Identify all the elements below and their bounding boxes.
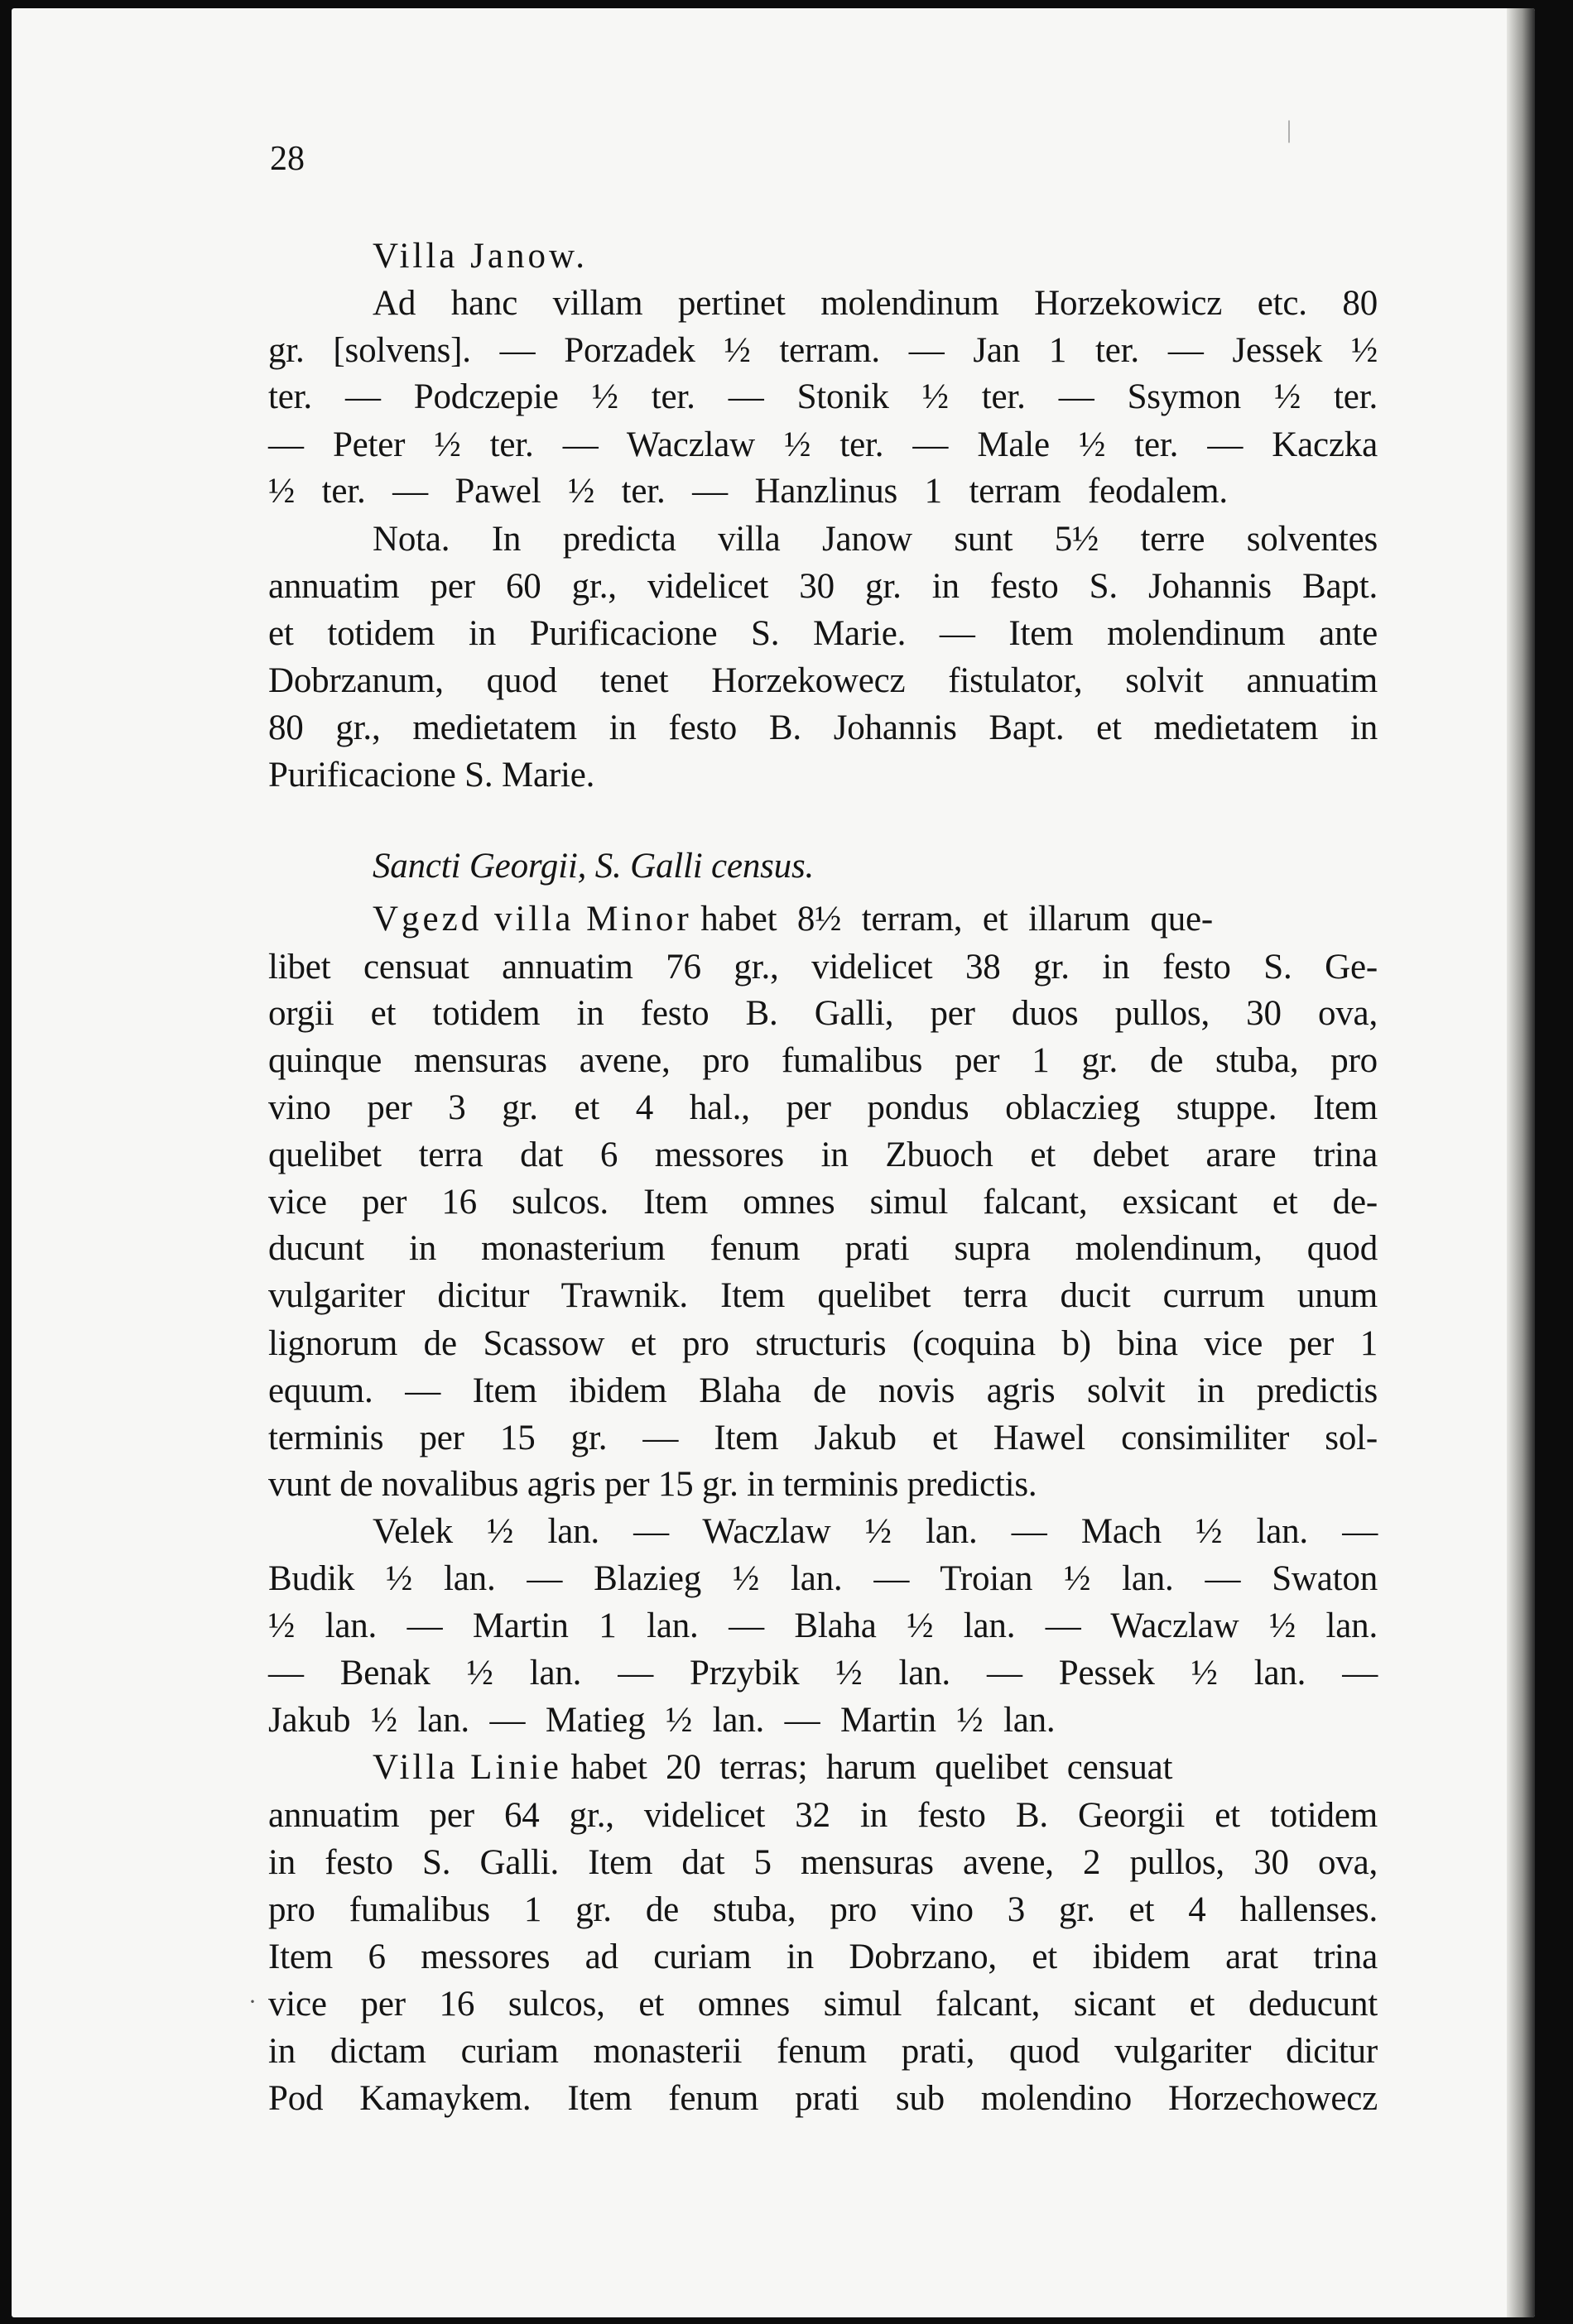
text-fragment: habet 8½ terram, et illarum que- — [700, 900, 1214, 939]
text-line-lead — [268, 1745, 1378, 1791]
velek-line: — Benak ½ lan. — Przybik ½ lan. — Pessek ½ lan. — — [268, 1654, 1378, 1693]
nota-line: et totidem in Purificacione S. Marie. — Item molendinum ante — [268, 614, 1378, 653]
margin-dot: · — [248, 1988, 257, 2015]
section-heading-census: Sancti Georgii, S. Galli census. — [373, 847, 815, 886]
book-spine-shadow — [1507, 8, 1535, 2317]
linie-line: Pod Kamaykem. Item fenum prati sub molendino Horzechowecz — [268, 2079, 1378, 2118]
text-line: gr. [solvens]. — Porzadek ½ terram. — Jan 1 ter. — Jessek ½ — [268, 331, 1378, 370]
linie-line: in dictam curiam monasterii fenum prati, quod vulgariter dicitur — [268, 2032, 1378, 2071]
text-line: Ad hanc villam pertinet molendinum Horzekowicz etc. 80 — [373, 284, 1378, 323]
linie-line: pro fumalibus 1 gr. de stuba, pro vino 3 gr. et 4 hallenses. — [268, 1890, 1378, 1929]
text-line: quelibet terra dat 6 messores in Zbuoch et debet arare trina — [268, 1136, 1378, 1174]
text-line: lignorum de Scassow et pro structuris (coquina b) bina vice per 1 — [268, 1324, 1378, 1363]
linie-line: in festo S. Galli. Item dat 5 mensuras avene, 2 pullos, 30 ova, — [268, 1843, 1378, 1882]
velek-line: Velek ½ lan. — Waczlaw ½ lan. — Mach ½ lan. — — [373, 1512, 1378, 1551]
text-line: — Peter ½ ter. — Waczlaw ½ ter. — Male ½ ter. — Kaczka — [268, 425, 1378, 464]
velek-line: Budik ½ lan. — Blazieg ½ lan. — Troian ½ lan. — Swaton — [268, 1559, 1378, 1598]
velek-line: ½ lan. — Martin 1 lan. — Blaha ½ lan. — Waczlaw ½ lan. — [268, 1606, 1378, 1645]
text-line: quinque mensuras avene, pro fumalibus per 1 gr. de stuba, pro — [268, 1041, 1378, 1080]
book-page — [12, 8, 1535, 2317]
text-line: libet censuat annuatim 76 gr., videlicet 38 gr. in festo S. Ge- — [268, 948, 1378, 987]
vgezd-lead: Vgezd villa Minor — [373, 900, 692, 939]
text-line: orgii et totidem in festo B. Galli, per duos pullos, 30 ova, — [268, 994, 1378, 1033]
nota-line: Nota. In predicta villa Janow sunt 5½ terre solventes — [373, 520, 1378, 559]
linie-line: Item 6 messores ad curiam in Dobrzano, et ibidem arat trina — [268, 1937, 1378, 1976]
text-line: ducunt in monasterium fenum prati supra molendinum, quod — [268, 1229, 1378, 1268]
linie-line: annuatim per 64 gr., videlicet 32 in festo B. Georgii et totidem — [268, 1796, 1378, 1835]
velek-line: Jakub ½ lan. — Matieg ½ lan. — Martin ½ lan. — [268, 1701, 1056, 1740]
linie-line: vice per 16 sulcos, et omnes simul falcant, sicant et deducunt — [268, 1985, 1378, 2024]
nota-line: Dobrzanum, quod tenet Horzekowecz fistulator, solvit annuatim — [268, 661, 1378, 700]
text-line: terminis per 15 gr. — Item Jakub et Hawel consimiliter sol- — [268, 1419, 1378, 1457]
text-line: vunt de novalibus agris per 15 gr. in terminis predictis. — [268, 1465, 1037, 1504]
page-number: 28 — [270, 140, 305, 178]
bleed-mark: | — [1287, 116, 1292, 143]
text-line: ter. — Podczepie ½ ter. — Stonik ½ ter. — Ssymon ½ ter. — [268, 377, 1378, 416]
nota-line: annuatim per 60 gr., videlicet 30 gr. in festo S. Johannis Bapt. — [268, 567, 1378, 606]
text-line-lead — [268, 896, 1378, 943]
text-line: equum. — Item ibidem Blaha de novis agris solvit in predictis — [268, 1371, 1378, 1410]
text-fragment: habet 20 terras; harum quelibet censuat — [570, 1748, 1173, 1787]
nota-line: Purificacione S. Marie. — [268, 756, 595, 795]
section-heading-villa-janow: Villa Janow. — [373, 237, 588, 276]
text-line: vice per 16 sulcos. Item omnes simul falcant, exsicant et de- — [268, 1183, 1378, 1222]
linie-lead: Villa Linie — [373, 1748, 562, 1787]
text-line: vino per 3 gr. et 4 hal., per pondus oblaczieg stuppe. Item — [268, 1088, 1378, 1127]
nota-line: 80 gr., medietatem in festo B. Johannis Bapt. et medietatem in — [268, 708, 1378, 747]
text-line: vulgariter dicitur Trawnik. Item quelibet terra ducit currum unum — [268, 1276, 1378, 1315]
text-line: ½ ter. — Pawel ½ ter. — Hanzlinus 1 terram feodalem. — [268, 472, 1228, 511]
